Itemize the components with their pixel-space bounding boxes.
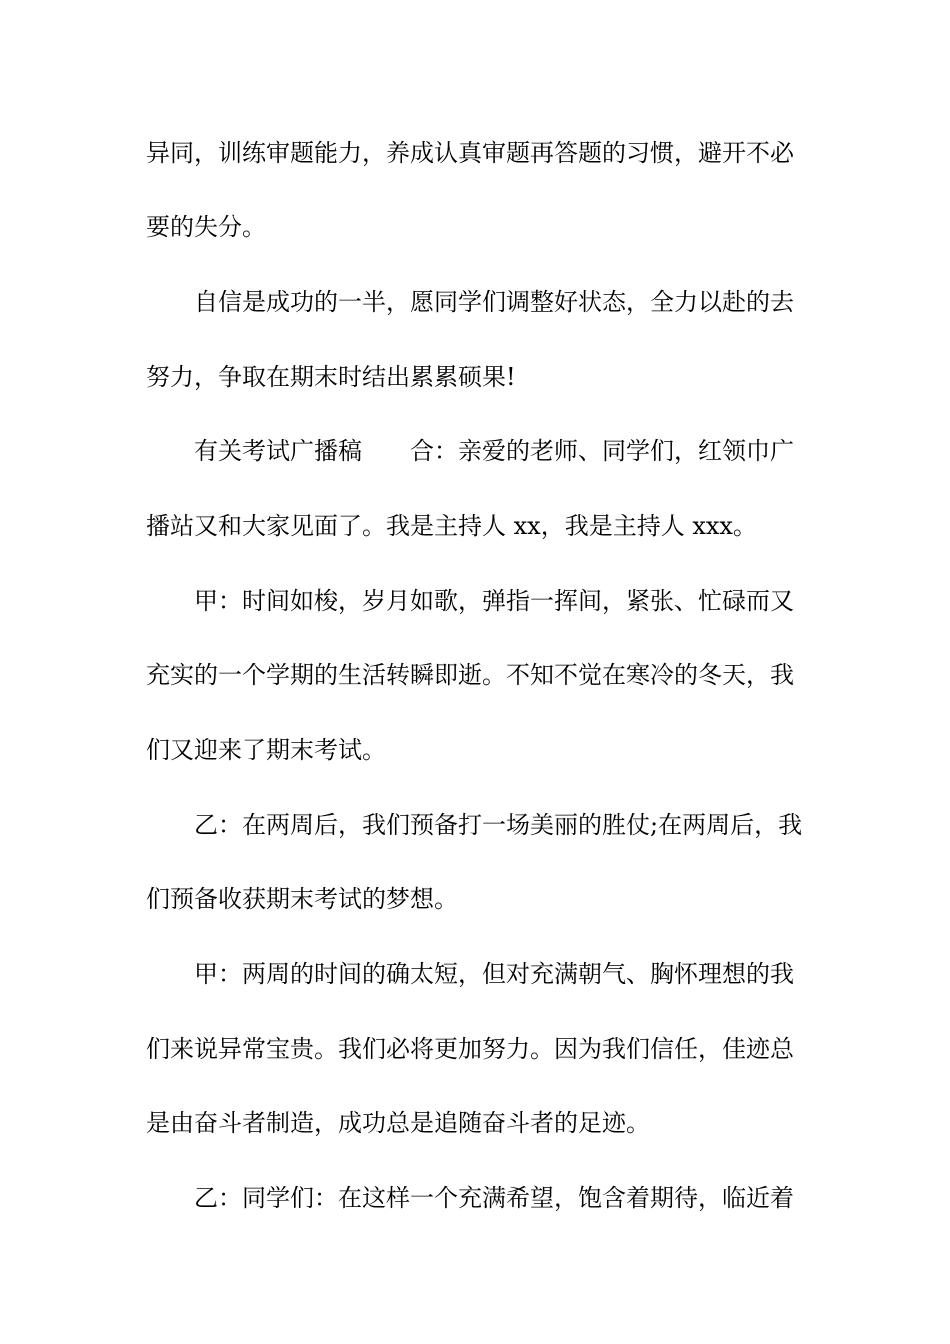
- paragraph-start: 甲：两周的时间的确太短，但对充满朝气、胸怀理想的我: [194, 960, 794, 988]
- text-line: 播站又和大家见面了。我是主持人 xx，我是主持人 xxx。: [146, 512, 757, 540]
- paragraph-start: 甲：时间如梭，岁月如歌，弹指一挥间，紧张、忙碌而又: [194, 587, 794, 615]
- paragraph-start: 乙：同学们：在这样一个充满希望，饱含着期待，临近着: [194, 1184, 794, 1212]
- paragraph-start: 乙：在两周后，我们预备打一场美丽的胜仗;在两周后，我: [194, 811, 803, 839]
- paragraph-start: 有关考试广播稿 合：亲爱的老师、同学们，红领巾广: [194, 437, 794, 465]
- text-line: 们又迎来了期末考试。: [146, 736, 386, 764]
- text-line: 努力，争取在期末时结出累累硕果!: [146, 363, 516, 391]
- text-line: 们预备收获期末考试的梦想。: [146, 885, 458, 913]
- text-line: 异同，训练审题能力，养成认真审题再答题的习惯，避开不必: [146, 139, 794, 167]
- text-line: 要的失分。: [146, 213, 266, 241]
- paragraph-start: 自信是成功的一半，愿同学们调整好状态，全力以赴的去: [194, 288, 794, 316]
- text-line: 是由奋斗者制造，成功总是追随奋斗者的足迹。: [146, 1109, 650, 1137]
- text-line: 们来说异常宝贵。我们必将更加努力。因为我们信任，佳迹总: [146, 1035, 794, 1063]
- text-line: 充实的一个学期的生活转瞬即逝。不知不觉在寒冷的冬天，我: [146, 661, 794, 689]
